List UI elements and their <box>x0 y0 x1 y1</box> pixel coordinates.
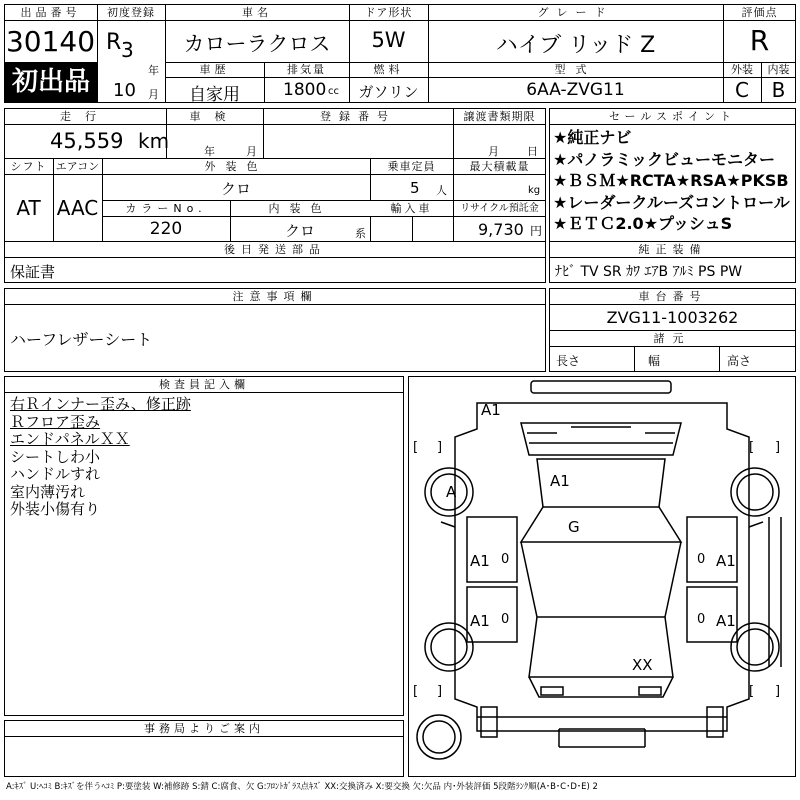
dims-label: 諸元 <box>653 332 692 345</box>
displacement-unit: cc <box>328 86 339 97</box>
sales-point-4: ★レーダークルーズコントロール <box>553 192 790 212</box>
svg-text:0: 0 <box>501 552 510 567</box>
fuel-label: 燃料 <box>373 63 404 76</box>
displacement-label: 排気量 <box>287 63 326 76</box>
inspection-label: 車検 <box>189 110 240 123</box>
listing-no-label: 出品番号 <box>20 6 81 19</box>
damage-mark-hood: A1 <box>550 472 570 490</box>
notes-value: ハーフレザーシート <box>10 330 153 349</box>
int-score-label: 内装 <box>767 63 790 76</box>
sales-point-2: ★パノラミックビューモニター <box>553 149 776 169</box>
damage-mark-left-rear-door: A1 <box>470 612 490 630</box>
grade-label: グレード <box>537 6 614 19</box>
later-parts-label: 後日発送部品 <box>224 243 326 256</box>
color-no-label: カラーNo. <box>125 202 207 215</box>
svg-text:[: [ <box>749 684 755 699</box>
doors-label: ドア形状 <box>364 6 413 19</box>
ac-value: AAC <box>56 196 99 220</box>
chassis-value: ZVG11-1003262 <box>606 308 739 327</box>
history-value: 自家用 <box>189 85 240 105</box>
exterior-color-value: クロ <box>220 180 251 198</box>
damage-mark-right-rear-door: A1 <box>716 612 736 630</box>
recycle-value: 9,730 <box>478 220 524 239</box>
first-listing-badge: 初出品 <box>5 63 97 102</box>
sales-points-label: セールスポイント <box>608 110 736 123</box>
recycle-label: リサイクル預託金 <box>460 203 539 214</box>
inspector-note-3: エンドパネルＸＸ <box>10 430 130 448</box>
ext-score-value: C <box>735 78 749 102</box>
model-name: カローラクロス <box>183 32 331 56</box>
inspector-note-7: 外装小傷有り <box>10 500 101 518</box>
model-label: 車名 <box>242 6 272 19</box>
listing-no: 30140 <box>5 25 96 58</box>
sales-point-3: ★ＢＳＭ★RCTA★RSA★PKSB <box>553 171 789 190</box>
capacity-unit: 人 <box>436 184 447 197</box>
doors-value: 5W <box>371 28 406 52</box>
length-label: 長さ <box>556 354 581 368</box>
ac-label: エアコン <box>55 160 100 173</box>
svg-text:]: ] <box>775 440 781 455</box>
inspector-note-6: 室内薄汚れ <box>10 482 86 501</box>
ext-score-label: 外装 <box>731 63 753 76</box>
first-reg-month: 10 <box>113 80 136 101</box>
inspector-label: 検査員記入欄 <box>159 378 249 391</box>
shift-value: AT <box>16 196 41 220</box>
transfer-day-unit: 日 <box>527 145 538 158</box>
svg-text:[: [ <box>413 684 419 699</box>
first-reg-era: R <box>106 30 122 55</box>
inspector-notes <box>10 396 191 519</box>
first-reg-label: 初度登録 <box>107 6 155 19</box>
svg-text:]: ] <box>775 684 781 699</box>
inspection-year-unit: 年 <box>204 145 215 158</box>
first-reg-year-unit: 年 <box>148 64 159 77</box>
score-label: 評価点 <box>741 6 778 19</box>
max-load-label: 最大積載量 <box>469 160 530 173</box>
damage-mark-left-front-door: A1 <box>470 552 490 570</box>
svg-text:]: ] <box>437 684 443 699</box>
inspector-note-4: シートしわ小 <box>10 447 101 466</box>
inspector-note-1: 右Ｒインナー歪み、修正跡 <box>10 396 191 413</box>
svg-text:[: [ <box>749 440 755 455</box>
height-label: 高さ <box>727 354 752 368</box>
exterior-color-label: 外装色 <box>204 160 268 173</box>
car-diagram <box>408 376 796 777</box>
grade-value: ハイブ リッド Z <box>495 33 656 58</box>
history-label: 車歴 <box>199 63 230 76</box>
legend-footer: A:ｷｽﾞ U:ﾍｺﾐ B:ｷｽﾞを伴うﾍｺﾐ P:要塗装 W:補修跡 S:錆 C:腐食、欠 G:ﾌﾛﾝﾄｶﾞﾗｽ点ｷｽﾞ XX:交換済み X:要交換 欠:欠品 内･外装評価 5段階ﾗﾝｸ順(A･B･C･D･E) 2 <box>6 782 598 792</box>
first-reg-year: 3 <box>121 38 134 62</box>
interior-color-unit: 系 <box>355 227 366 240</box>
max-load-unit: kg <box>528 185 541 196</box>
svg-text:0: 0 <box>501 612 510 627</box>
transfer-month-unit: 月 <box>488 145 499 158</box>
type-label: 型式 <box>554 63 597 76</box>
svg-text:]: ] <box>437 440 443 455</box>
mileage-value: 45,559 <box>50 129 124 153</box>
genuine-equipment-value: ﾅﾋﾞ TV SR ｶﾜ ｴｱB ｱﾙﾐ PS PW <box>555 264 743 280</box>
genuine-equipment-label: 純正装備 <box>638 243 707 256</box>
capacity-value: 5 <box>410 179 420 197</box>
score-value: R <box>749 24 770 57</box>
int-score-value: B <box>771 78 786 102</box>
color-no-value: 220 <box>149 219 183 239</box>
type-value: 6AA-ZVG11 <box>526 80 625 100</box>
interior-color-label: 内装色 <box>268 202 332 215</box>
recycle-unit: 円 <box>530 224 543 238</box>
notes-label: 注意事項欄 <box>232 290 318 303</box>
inspector-note-2: Ｒフロア歪み <box>10 412 101 431</box>
svg-text:[: [ <box>413 440 419 455</box>
chassis-label: 車台番号 <box>638 290 707 303</box>
svg-text:0: 0 <box>697 612 706 627</box>
mileage-unit: km <box>138 129 170 153</box>
sales-point-5: ★ＥＴＣ2.0★プッシュS <box>553 214 733 233</box>
shift-label: シフト <box>10 160 47 173</box>
damage-mark-rear: XX <box>632 656 653 674</box>
inspector-note-5: ハンドルすれ <box>10 465 101 483</box>
registration-label: 登録番号 <box>320 110 396 123</box>
office-label: 事務局よりご案内 <box>144 722 264 735</box>
damage-mark-front-bumper: A1 <box>481 401 501 419</box>
damage-mark-right-front-door: A1 <box>716 552 736 570</box>
displacement-value: 1800 <box>283 80 327 100</box>
later-parts-value: 保証書 <box>10 263 56 281</box>
transfer-label: 譲渡書類期限 <box>463 110 536 123</box>
fuel-value: ガソリン <box>358 83 419 101</box>
mileage-label: 走行 <box>60 110 110 123</box>
sales-points-list <box>553 127 794 235</box>
import-label: 輸入車 <box>390 202 433 215</box>
width-label: 幅 <box>648 354 661 368</box>
inspection-month-unit: 月 <box>246 145 257 158</box>
damage-mark-windshield: G <box>568 518 580 536</box>
car-diagram-svg <box>409 377 795 776</box>
sales-point-1: ★純正ナビ <box>553 128 632 147</box>
capacity-label: 乗車定員 <box>387 160 436 173</box>
svg-text:0: 0 <box>697 552 706 567</box>
damage-mark-front-left-wheel: A <box>446 483 457 501</box>
interior-color-value: クロ <box>284 222 315 240</box>
first-reg-month-unit: 月 <box>148 88 159 101</box>
